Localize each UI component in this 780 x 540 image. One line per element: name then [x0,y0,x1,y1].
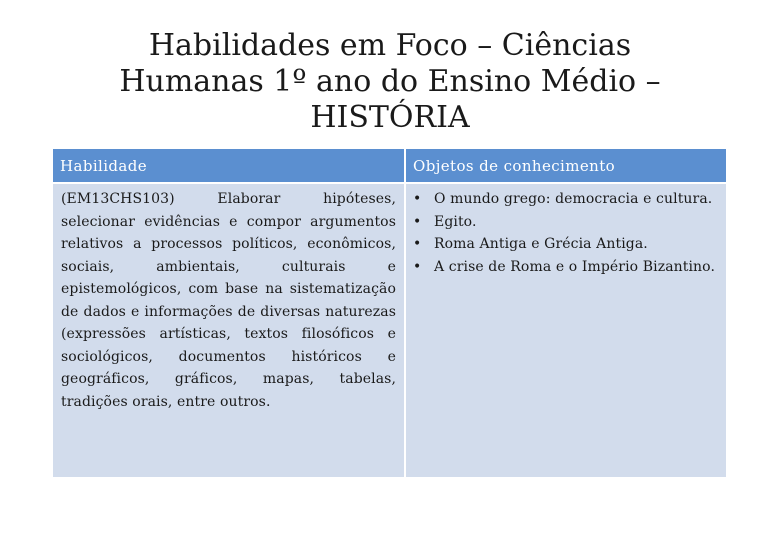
header-habilidade: Habilidade [53,149,405,183]
skills-table [53,149,726,477]
bullet-icon: • [413,258,422,275]
title-line-3: HISTÓRIA [310,100,470,135]
slide-title [60,28,720,136]
list-item [410,256,718,279]
list-item [410,211,718,234]
list-item [410,233,718,256]
title-line-1: Habilidades em Foco – Ciências [148,28,632,63]
skill-description: (EM13CHS103) Elaborar hipóteses, selecionar evidências e compor argumentos relativos a processos políticos, econômicos, sociais, ambientais, culturais e epistemológicos, com base na sistematização de dados e informações de diversas naturezas (expressões artísticas, textos filosóficos e sociológicos, documentos históricos e geográficos, gráficos, mapas, tabelas, tradições orais, entre outros. [61,191,396,410]
list-item-text: A crise de Roma e o Império Bizantino. [434,258,716,275]
bullet-icon: • [413,236,422,252]
skill-cell [53,183,405,477]
list-item [410,188,718,211]
bullet-icon: • [413,191,422,207]
objects-list [410,188,718,278]
table-header-row [53,149,726,183]
header-objetos: Objetos de conhecimento [405,149,726,183]
bullet-icon: • [413,213,422,230]
list-item-text: O mundo grego: democracia e cultura. [434,191,713,207]
table-row [53,183,726,477]
title-line-2: Humanas 1º ano do Ensino Médio – [119,64,661,99]
objects-cell [405,183,726,477]
list-item-text: Roma Antiga e Grécia Antiga. [434,236,648,252]
list-item-text: Egito. [434,213,477,230]
